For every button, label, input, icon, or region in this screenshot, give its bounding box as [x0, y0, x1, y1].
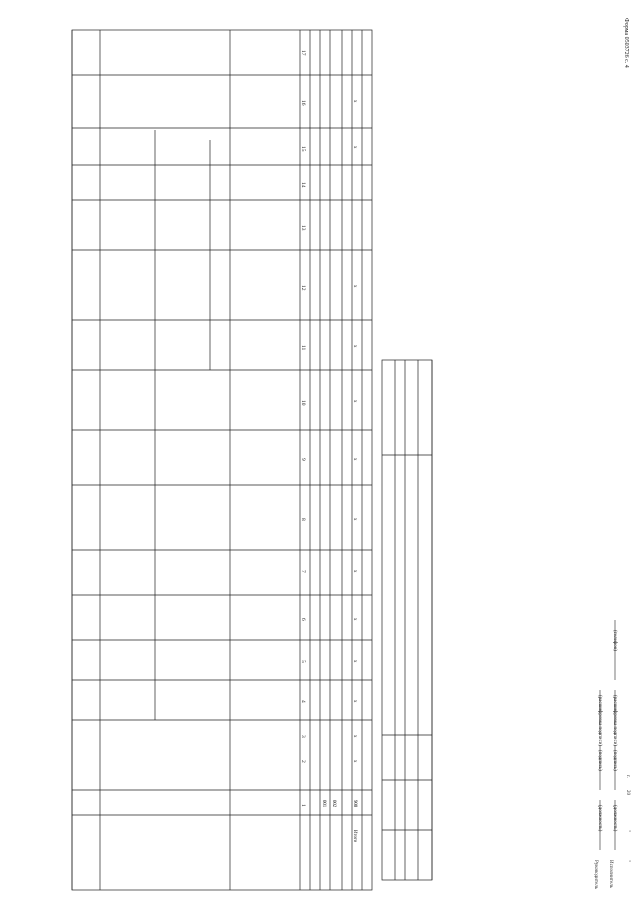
total-x-mark: x — [352, 660, 357, 663]
full-name-caption-2: (расшифровка подписи) — [612, 695, 617, 747]
col-number-2: 2 — [300, 760, 306, 763]
total-x-mark: x — [352, 146, 357, 149]
col-number-4: 4 — [300, 700, 306, 703]
total-x-mark: x — [352, 760, 357, 763]
date-suffix: г. — [625, 775, 630, 778]
col-number-8: 8 — [300, 518, 306, 521]
total-x-mark: x — [352, 618, 357, 621]
col-number-3: 3 — [300, 735, 306, 738]
col-number-10: 10 — [300, 400, 306, 406]
total-x-mark: x — [352, 735, 357, 738]
form-code: Форма 0503726 с. 4 — [623, 18, 629, 68]
signature-caption: (подпись) — [597, 750, 602, 771]
signature-caption-2: (подпись) — [612, 750, 617, 771]
col-number-7: 7 — [300, 570, 306, 573]
col-number-16: 16 — [300, 100, 306, 106]
position-caption: (должность) — [597, 805, 602, 832]
col-number-1: 1 — [300, 804, 306, 807]
executor-label: Исполнитель — [608, 860, 613, 888]
main-table-frame — [72, 30, 372, 890]
total-x-mark: x — [352, 345, 357, 348]
total-x-mark: x — [352, 458, 357, 461]
total-label: Итого — [352, 830, 357, 843]
total-x-mark: x — [352, 518, 357, 521]
position-caption-2: (должность) — [612, 805, 617, 832]
head-label: Руководитель — [593, 860, 598, 890]
row-code-001: 001 — [321, 800, 326, 808]
total-x-mark: x — [352, 400, 357, 403]
phone-caption: (телефон) — [612, 630, 617, 651]
total-x-mark: x — [352, 570, 357, 573]
total-x-mark: x — [352, 700, 357, 703]
col-number-15: 15 — [300, 146, 306, 152]
col-number-17: 17 — [300, 50, 306, 56]
section4-table-frame — [382, 360, 432, 880]
total-x-mark: x — [352, 285, 357, 288]
col-number-14: 14 — [300, 182, 306, 188]
row-code-002: 002 — [331, 800, 336, 808]
date-prefix: " — [625, 860, 630, 863]
col-number-12: 12 — [300, 285, 306, 291]
col-number-11: 11 — [300, 345, 306, 351]
col-number-5: 5 — [300, 660, 306, 663]
date-year: 20 — [625, 790, 630, 795]
total-x-mark: x — [352, 100, 357, 103]
row-code-900: 900 — [352, 800, 357, 808]
date-mid: " — [625, 830, 630, 833]
col-number-9: 9 — [300, 458, 306, 461]
full-name-caption: (расшифровка подписи) — [597, 695, 602, 747]
col-number-13: 13 — [300, 225, 306, 231]
col-number-6: 6 — [300, 618, 306, 621]
